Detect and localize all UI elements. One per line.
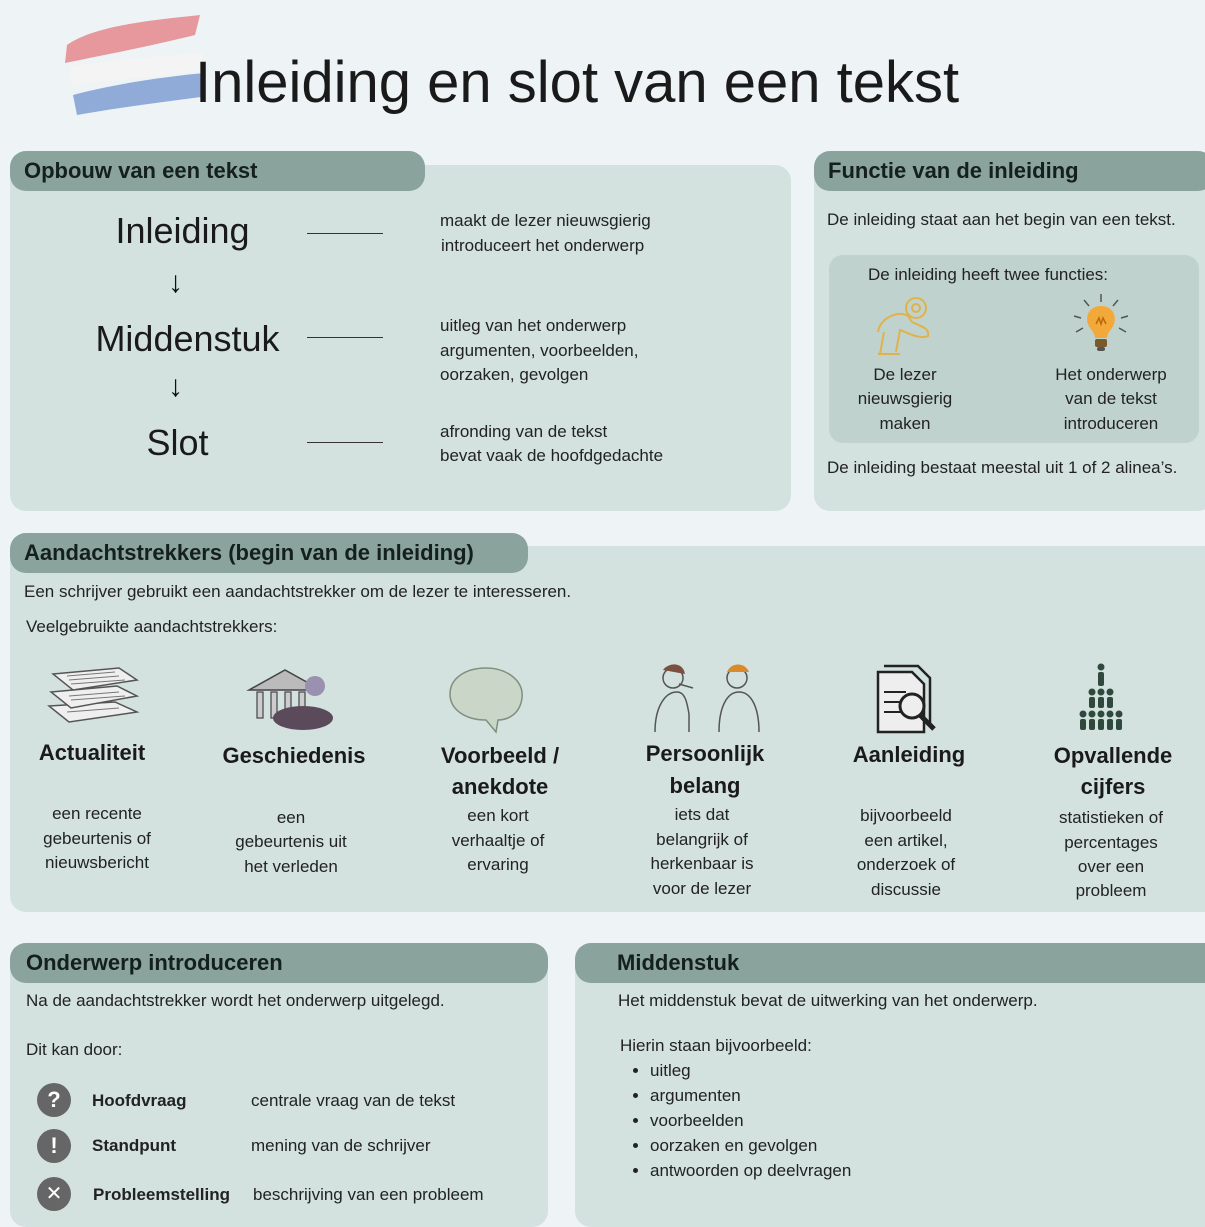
- arrow-down-icon: ↓: [168, 370, 183, 403]
- aandacht-header: Aandachtstrekkers (begin van de inleiding): [10, 533, 528, 573]
- connector-line: [307, 233, 383, 234]
- onderwerp-intro: Na de aandachtstrekker wordt het onderwerp uitgelegd.: [26, 991, 445, 1010]
- card-cijfers-desc-3: over een: [1077, 857, 1145, 876]
- hoofdvraag-desc: centrale vraag van de tekst: [251, 1091, 456, 1110]
- middenstuk-desc-2: argumenten, voorbeelden,: [440, 341, 639, 360]
- card-geschiedenis-title: Geschiedenis: [222, 743, 366, 768]
- card-aanleiding-desc-3: onderzoek of: [856, 855, 956, 874]
- card-geschiedenis-desc-3: het verleden: [244, 857, 338, 876]
- list-item: • antwoorden op deelvragen: [650, 1158, 851, 1183]
- card-cijfers-desc-1: statistieken of: [1059, 808, 1163, 827]
- card-aanleiding-desc-4: discussie: [871, 880, 941, 899]
- connector-line: [307, 442, 383, 443]
- part-slot: Slot: [146, 422, 209, 463]
- exclamation-icon: !: [37, 1129, 71, 1163]
- card-voorbeeld-title-2: anekdote: [451, 774, 549, 799]
- flag-decoration-icon: [55, 5, 215, 120]
- card-cijfers-title-2: cijfers: [1080, 774, 1146, 799]
- middenstuk-intro: Het middenstuk bevat de uitwerking van het onderwerp.: [618, 991, 1038, 1010]
- middenstuk-sub: Hierin staan bijvoorbeeld:: [620, 1036, 812, 1055]
- functie-1-line-2: nieuwsgierig: [857, 389, 953, 408]
- card-persoonlijk-desc-3: herkenbaar is: [650, 854, 754, 873]
- card-actualiteit-desc-1: een recente: [52, 804, 142, 823]
- middenstuk-desc-3: oorzaken, gevolgen: [440, 365, 589, 384]
- slot-desc-1: afronding van de tekst: [440, 422, 608, 441]
- middenstuk-desc-1: uitleg van het onderwerp: [440, 316, 627, 335]
- card-voorbeeld-desc-3: ervaring: [467, 855, 529, 874]
- card-voorbeeld-desc-1: een kort: [467, 806, 529, 825]
- card-cijfers-title-1: Opvallende: [1053, 743, 1173, 768]
- functie-2-line-2: van de tekst: [1065, 389, 1157, 408]
- card-actualiteit-desc-3: nieuwsbericht: [45, 853, 149, 872]
- functie-1-line-3: maken: [879, 414, 931, 433]
- hoofdvraag-label: Hoofdvraag: [92, 1091, 187, 1110]
- card-cijfers-desc-4: probleem: [1075, 881, 1147, 900]
- newspaper-icon: [45, 662, 140, 730]
- people-pyramid-icon: [1068, 662, 1134, 742]
- functie-intro: De inleiding staat aan het begin van een tekst.: [827, 210, 1176, 229]
- lightbulb-icon: [1070, 292, 1132, 358]
- middenstuk-bullets: [620, 1058, 851, 1183]
- list-item: • uitleg: [650, 1058, 851, 1083]
- card-geschiedenis-desc-2: gebeurtenis uit: [235, 832, 347, 851]
- document-search-icon: [872, 662, 942, 734]
- card-aanleiding-title: Aanleiding: [852, 742, 966, 767]
- speech-bubble-icon: [446, 662, 528, 734]
- whisper-icon: [645, 662, 767, 734]
- page-title: Inleiding en slot van een tekst: [195, 50, 960, 115]
- history-icon: [245, 662, 335, 734]
- card-actualiteit-title: Actualiteit: [38, 740, 146, 765]
- list-item: • oorzaken en gevolgen: [650, 1133, 851, 1158]
- middenstuk-header: Middenstuk: [575, 943, 1205, 983]
- list-item: • argumenten: [650, 1083, 851, 1108]
- functie-1-line-1: De lezer: [873, 365, 937, 384]
- standpunt-desc: mening van de schrijver: [251, 1136, 431, 1155]
- card-persoonlijk-title-1: Persoonlijk: [645, 741, 765, 766]
- onderwerp-sub: Dit kan door:: [26, 1040, 123, 1059]
- connector-line: [307, 337, 383, 338]
- curious-reader-icon: [870, 292, 940, 357]
- aandacht-intro: Een schrijver gebruikt een aandachtstrekker om de lezer te interesseren.: [24, 582, 572, 601]
- card-actualiteit-desc-2: gebeurtenis of: [43, 829, 151, 848]
- question-icon: ?: [37, 1083, 71, 1117]
- card-persoonlijk-desc-4: voor de lezer: [652, 879, 752, 898]
- card-aanleiding-desc-2: een artikel,: [864, 831, 948, 850]
- part-middenstuk: Middenstuk: [95, 318, 280, 359]
- standpunt-label: Standpunt: [92, 1136, 177, 1155]
- opbouw-header: Opbouw van een tekst: [10, 151, 425, 191]
- slot-desc-2: bevat vaak de hoofdgedachte: [440, 446, 664, 465]
- functie-header: Functie van de inleiding: [814, 151, 1205, 191]
- aandacht-sub: Veelgebruikte aandachtstrekkers:: [26, 617, 278, 636]
- card-aanleiding-desc-1: bijvoorbeeld: [860, 806, 952, 825]
- functie-2-line-1: Het onderwerp: [1055, 365, 1167, 384]
- probleemstelling-label: Probleemstelling: [93, 1185, 230, 1204]
- card-persoonlijk-desc-2: belangrijk of: [656, 830, 748, 849]
- inleiding-desc-1: maakt de lezer nieuwsgierig: [440, 211, 651, 230]
- probleemstelling-desc: beschrijving van een probleem: [253, 1185, 484, 1204]
- arrow-down-icon: ↓: [168, 266, 183, 299]
- card-persoonlijk-title-2: belang: [669, 773, 741, 798]
- functie-box-title: De inleiding heeft twee functies:: [868, 265, 1109, 284]
- card-voorbeeld-title-1: Voorbeeld /: [440, 743, 560, 768]
- functie-outro: De inleiding bestaat meestal uit 1 of 2 alinea’s.: [827, 458, 1178, 477]
- card-persoonlijk-desc-1: iets dat: [674, 805, 730, 824]
- card-voorbeeld-desc-2: verhaaltje of: [451, 831, 545, 850]
- list-item: • voorbeelden: [650, 1108, 851, 1133]
- card-cijfers-desc-2: percentages: [1064, 833, 1158, 852]
- inleiding-desc-2: introduceert het onderwerp: [441, 236, 645, 255]
- functie-2-line-3: introduceren: [1063, 414, 1159, 433]
- card-geschiedenis-desc-1: een: [276, 808, 306, 827]
- cross-icon: ✕: [37, 1177, 71, 1211]
- onderwerp-header: Onderwerp introduceren: [10, 943, 548, 983]
- part-inleiding: Inleiding: [115, 210, 250, 251]
